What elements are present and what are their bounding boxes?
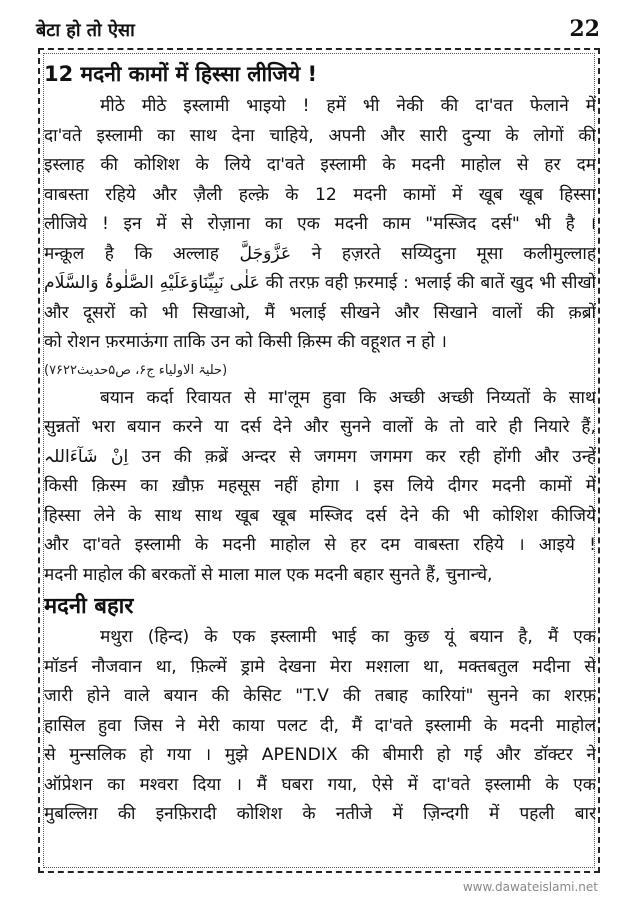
paragraph-line: किसी क़िस्म का ख़ौफ़ महसूस नहीं होगा । इस लिये दीगर मदनी कामों में bbox=[44, 476, 596, 496]
paragraph-line: और दूसरों को भी सिखाओ, मैं भलाई सीखने और सिखाने वालों की क़ब्रों bbox=[44, 302, 596, 323]
paragraph-line: जारी होने वाले बयान की केसिट "T.V की तबाह कारियां" सुनने का शरफ़ bbox=[44, 686, 596, 706]
paragraph-line: اِنْ شَآءَاللہ उन की क़ब्रें अन्दर से जगमग जगमग कर रही होंगी और उन्हें bbox=[44, 446, 596, 467]
paragraph-line: इस्लाह की कोशिश के लिये दा'वते इस्लामी के मदनी माहोल से हर दम bbox=[44, 155, 596, 175]
page-number: 22 bbox=[569, 16, 600, 42]
paragraph-line: मथुरा (हिन्द) के एक इस्लामी भाई का कुछ यूं बयान है, मैं एक bbox=[100, 627, 596, 647]
paragraph-line: और दा'वते इस्लामी के मदनी माहोल से हर दम वाबस्ता रहिये । आइये ! bbox=[44, 535, 596, 555]
page-header bbox=[36, 18, 602, 46]
paragraph-line: वाबस्ता रहिये और ज़ैली हल्क़े के 12 मदनी कामों में खूब खूब हिस्सा bbox=[44, 184, 596, 205]
paragraph-line: عَلٰی نَبِیِّنَاوَعَلَیْهِ الصَّلٰوۃُ وَالسَّلَام की तरफ़ वही फ़रमाई : भलाई की बातें खुद भी सीखो bbox=[44, 273, 596, 293]
paragraph-line: लीजिये ! इन में से रोज़ाना का एक मदनी काम "मस्जिद दर्स" भी है । bbox=[44, 214, 596, 234]
paragraph-line: मन्क़ूल है कि अल्लाह عَزَّوَجَلَّ ने हज़रते सय्यिदुना मूसा कलीमुल्लाह bbox=[44, 243, 596, 264]
hadith-reference: (حلیۃ الاولیاء ج۶، ص۵حدیث۷۶۲۲) bbox=[44, 362, 228, 378]
section-heading: मदनी बहार bbox=[44, 594, 134, 619]
paragraph-line: मुबल्लिग़ की इनफ़िरादी कोशिश के नतीजे में ज़िन्दगी में पहली बार bbox=[44, 804, 596, 824]
paragraph-line: को रोशन फ़रमाऊंगा ताकि उन को किसी क़िस्म की वहूशत न हो । bbox=[44, 332, 447, 352]
paragraph-line: से मुन्सलिक हो गया । मुझे APENDIX की बीमारी हो गई और डॉक्टर ने bbox=[44, 745, 596, 765]
paragraph-line: हिस्सा लेने के साथ साथ खूब खूब मस्जिद दर्स देने की भी कोशिश कीजिये bbox=[44, 505, 596, 526]
paragraph-line: मदनी माहोल की बरकतों से माला माल एक मदनी बहार सुनते हैं, चुनान्चे, bbox=[44, 564, 493, 585]
paragraph-line: बयान कर्दा रिवायत से मा'लूम हुवा कि अच्छी अच्छी निय्यतों के साथ bbox=[100, 387, 596, 408]
paragraph-line: हासिल हुवा जिस ने मेरी काया पलट दी, मैं दा'वते इस्लामी के मदनी माहोल bbox=[44, 715, 596, 736]
book-title: बेटा हो तो ऐसा bbox=[36, 20, 135, 41]
paragraph-line: सुन्नतों भरा बयान करने या दर्स देने और सुनने वालों के तो वारे ही नियारे हैं, bbox=[44, 417, 596, 437]
website-link[interactable]: www.dawateislami.net bbox=[462, 880, 598, 894]
paragraph-line: ऑप्रेशन का मश्वरा दिया । मैं घबरा गया, ऐसे में दा'वते इस्लामी के एक bbox=[44, 774, 596, 795]
paragraph-line: दा'वते इस्लामी का साथ देना चाहिये, अपनी और सारी दुन्या के लोगों की bbox=[44, 125, 596, 146]
page-body bbox=[44, 56, 596, 830]
paragraph-line: मॉडर्न नौजवान था, फ़िल्में ड्रामे देखना मेरा मश्ग़ला था, मक्तबतुल मदीना से bbox=[44, 656, 596, 677]
section-heading: 12 मदनी कामों में हिस्सा लीजिये ! bbox=[44, 62, 318, 86]
paragraph-line: मीठे मीठे इस्लामी भाइयो ! हमें भी नेकी की दा'वत फेलाने में bbox=[100, 96, 596, 116]
